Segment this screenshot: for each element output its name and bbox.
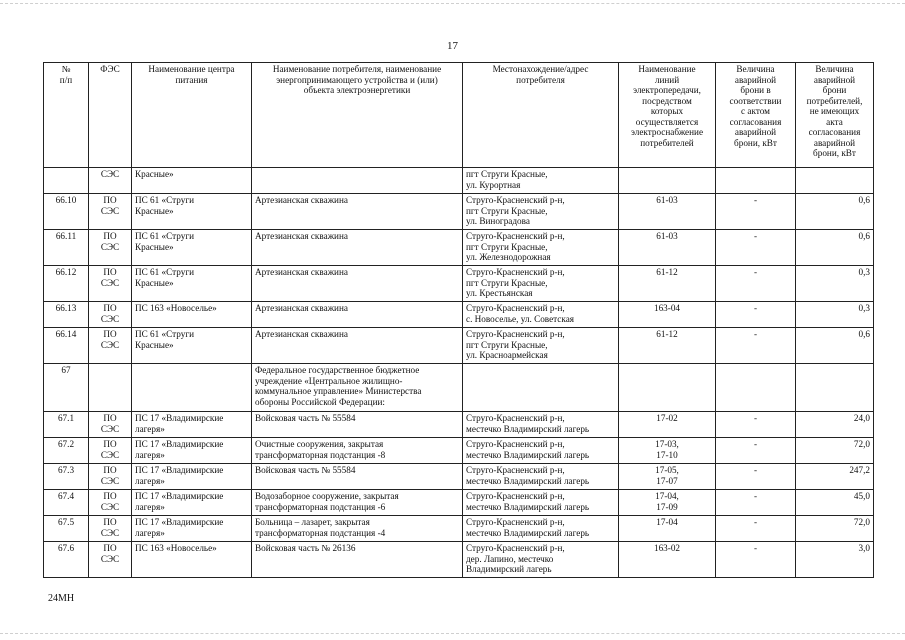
table-row	[44, 364, 874, 412]
row-address: Струго-Красненский р-н, дер. Лапино, местечко Владимирский лагерь	[463, 542, 619, 578]
row-fes: ПО СЭС	[89, 412, 132, 438]
table-row	[44, 516, 874, 542]
row-emergency-reserve	[716, 364, 796, 412]
footer-code: 24МН	[48, 593, 75, 604]
row-address: Струго-Красненский р-н, пгт Струги Красные, ул. Железнодорожная	[463, 230, 619, 266]
row-power-line: 17-05, 17-07	[619, 464, 716, 490]
scan-edge-top	[0, 3, 905, 4]
row-power-center: ПС 17 «Владимирские лагеря»	[132, 438, 252, 464]
row-power-line: 17-04, 17-09	[619, 490, 716, 516]
row-consumer: Артезианская скважина	[252, 328, 463, 364]
row-consumer: Артезианская скважина	[252, 194, 463, 230]
row-power-line: 61-12	[619, 328, 716, 364]
row-address	[463, 364, 619, 412]
row-emergency-reserve-no-act: 0,3	[796, 266, 874, 302]
row-consumer: Войсковая часть № 55584	[252, 464, 463, 490]
row-emergency-reserve-no-act: 0,3	[796, 302, 874, 328]
row-emergency-reserve: -	[716, 302, 796, 328]
row-address: Струго-Красненский р-н, с. Новоселье, ул. Советская	[463, 302, 619, 328]
row-power-center: ПС 61 «Струги Красные»	[132, 194, 252, 230]
row-address: Струго-Красненский р-н, местечко Владимирский лагерь	[463, 516, 619, 542]
header-emergency-reserve: Величина аварийной брони в соответствии с актом согласования аварийной брони, кВт	[716, 63, 796, 168]
row-emergency-reserve: -	[716, 516, 796, 542]
row-emergency-reserve: -	[716, 328, 796, 364]
row-power-line: 61-12	[619, 266, 716, 302]
row-emergency-reserve-no-act: 0,6	[796, 328, 874, 364]
scan-edge-bottom	[0, 633, 905, 634]
row-power-center: ПС 163 «Новоселье»	[132, 302, 252, 328]
row-fes: СЭС	[89, 168, 132, 194]
table-row	[44, 328, 874, 364]
row-number: 67.4	[44, 490, 89, 516]
row-emergency-reserve-no-act: 72,0	[796, 438, 874, 464]
row-power-line: 61-03	[619, 230, 716, 266]
row-power-center: ПС 61 «Струги Красные»	[132, 328, 252, 364]
row-emergency-reserve-no-act: 45,0	[796, 490, 874, 516]
row-address: Струго-Красненский р-н, местечко Владимирский лагерь	[463, 438, 619, 464]
row-consumer: Водозаборное сооружение, закрытая трансформаторная подстанция -6	[252, 490, 463, 516]
row-number: 67.5	[44, 516, 89, 542]
row-address: пгт Струги Красные, ул. Курортная	[463, 168, 619, 194]
row-consumer: Больница – лазарет, закрытая трансформаторная подстанция -4	[252, 516, 463, 542]
row-emergency-reserve: -	[716, 194, 796, 230]
row-power-center: ПС 163 «Новоселье»	[132, 542, 252, 578]
table-row	[44, 194, 874, 230]
table-body	[44, 168, 874, 578]
row-emergency-reserve-no-act: 72,0	[796, 516, 874, 542]
row-consumer: Очистные сооружения, закрытая трансформаторная подстанция -8	[252, 438, 463, 464]
row-emergency-reserve-no-act: 0,6	[796, 230, 874, 266]
row-emergency-reserve: -	[716, 266, 796, 302]
table-row	[44, 302, 874, 328]
row-number: 66.12	[44, 266, 89, 302]
row-consumer: Артезианская скважина	[252, 302, 463, 328]
page-number: 17	[447, 40, 458, 52]
row-number: 67	[44, 364, 89, 412]
header-power-center: Наименование центра питания	[132, 63, 252, 168]
row-power-center: ПС 17 «Владимирские лагеря»	[132, 490, 252, 516]
table-row	[44, 266, 874, 302]
row-address: Струго-Красненский р-н, пгт Струги Красные, ул. Крестьянская	[463, 266, 619, 302]
row-consumer	[252, 168, 463, 194]
table-row	[44, 464, 874, 490]
row-power-center	[132, 364, 252, 412]
row-fes: ПО СЭС	[89, 490, 132, 516]
row-address: Струго-Красненский р-н, пгт Струги Красные, ул. Красноармейская	[463, 328, 619, 364]
row-emergency-reserve: -	[716, 464, 796, 490]
table-row	[44, 230, 874, 266]
header-address: Местонахождение/адрес потребителя	[463, 63, 619, 168]
row-number: 67.6	[44, 542, 89, 578]
row-fes	[89, 364, 132, 412]
row-emergency-reserve-no-act: 0,6	[796, 194, 874, 230]
row-power-center: ПС 17 «Владимирские лагеря»	[132, 516, 252, 542]
row-power-center: ПС 61 «Струги Красные»	[132, 230, 252, 266]
row-power-center: Красные»	[132, 168, 252, 194]
row-fes: ПО СЭС	[89, 266, 132, 302]
row-fes: ПО СЭС	[89, 302, 132, 328]
row-consumer: Артезианская скважина	[252, 230, 463, 266]
row-power-line: 17-04	[619, 516, 716, 542]
row-address: Струго-Красненский р-н, местечко Владимирский лагерь	[463, 490, 619, 516]
header-number: № п/п	[44, 63, 89, 168]
row-fes: ПО СЭС	[89, 516, 132, 542]
header-emergency-reserve-no-act: Величина аварийной брони потребителей, не имеющих акта согласования аварийной брони, кВт	[796, 63, 874, 168]
row-emergency-reserve-no-act	[796, 364, 874, 412]
row-fes: ПО СЭС	[89, 464, 132, 490]
table-row	[44, 168, 874, 194]
table-row	[44, 542, 874, 578]
row-power-line: 61-03	[619, 194, 716, 230]
table-row	[44, 490, 874, 516]
row-emergency-reserve-no-act: 24,0	[796, 412, 874, 438]
header-consumer: Наименование потребителя, наименование энергопринимающего устройства и (или) объекта электроэнергетики	[252, 63, 463, 168]
table-row	[44, 438, 874, 464]
row-number: 67.1	[44, 412, 89, 438]
row-number: 66.13	[44, 302, 89, 328]
row-consumer: Войсковая часть № 26136	[252, 542, 463, 578]
row-emergency-reserve-no-act: 247,2	[796, 464, 874, 490]
row-emergency-reserve: -	[716, 230, 796, 266]
row-number: 66.14	[44, 328, 89, 364]
row-emergency-reserve: -	[716, 412, 796, 438]
row-power-center: ПС 17 «Владимирские лагеря»	[132, 412, 252, 438]
row-fes: ПО СЭС	[89, 542, 132, 578]
row-power-center: ПС 61 «Струги Красные»	[132, 266, 252, 302]
row-emergency-reserve: -	[716, 542, 796, 578]
emergency-reserve-table	[43, 62, 874, 578]
row-emergency-reserve: -	[716, 490, 796, 516]
row-consumer: Войсковая часть № 55584	[252, 412, 463, 438]
row-power-line: 17-02	[619, 412, 716, 438]
row-number: 67.3	[44, 464, 89, 490]
row-fes: ПО СЭС	[89, 438, 132, 464]
row-power-line: 163-02	[619, 542, 716, 578]
row-power-line	[619, 168, 716, 194]
row-number	[44, 168, 89, 194]
table-row	[44, 412, 874, 438]
header-power-line: Наименование линий электропередачи, посредством которых осуществляется электроснабжение потребителей	[619, 63, 716, 168]
row-emergency-reserve: -	[716, 438, 796, 464]
row-address: Струго-Красненский р-н, пгт Струги Красные, ул. Виноградова	[463, 194, 619, 230]
row-fes: ПО СЭС	[89, 194, 132, 230]
row-address: Струго-Красненский р-н, местечко Владимирский лагерь	[463, 464, 619, 490]
row-consumer: Федеральное государственное бюджетное учреждение «Центральное жилищно- коммунальное управление» Министерства обороны Российской Федерации:	[252, 364, 463, 412]
table-header-row	[44, 63, 874, 168]
row-emergency-reserve	[716, 168, 796, 194]
row-fes: ПО СЭС	[89, 328, 132, 364]
row-fes: ПО СЭС	[89, 230, 132, 266]
row-power-center: ПС 17 «Владимирские лагеря»	[132, 464, 252, 490]
row-address: Струго-Красненский р-н, местечко Владимирский лагерь	[463, 412, 619, 438]
header-fes: ФЭС	[89, 63, 132, 168]
row-consumer: Артезианская скважина	[252, 266, 463, 302]
row-number: 66.11	[44, 230, 89, 266]
row-power-line: 17-03, 17-10	[619, 438, 716, 464]
row-number: 67.2	[44, 438, 89, 464]
row-emergency-reserve-no-act: 3,0	[796, 542, 874, 578]
row-power-line	[619, 364, 716, 412]
row-number: 66.10	[44, 194, 89, 230]
row-emergency-reserve-no-act	[796, 168, 874, 194]
row-power-line: 163-04	[619, 302, 716, 328]
